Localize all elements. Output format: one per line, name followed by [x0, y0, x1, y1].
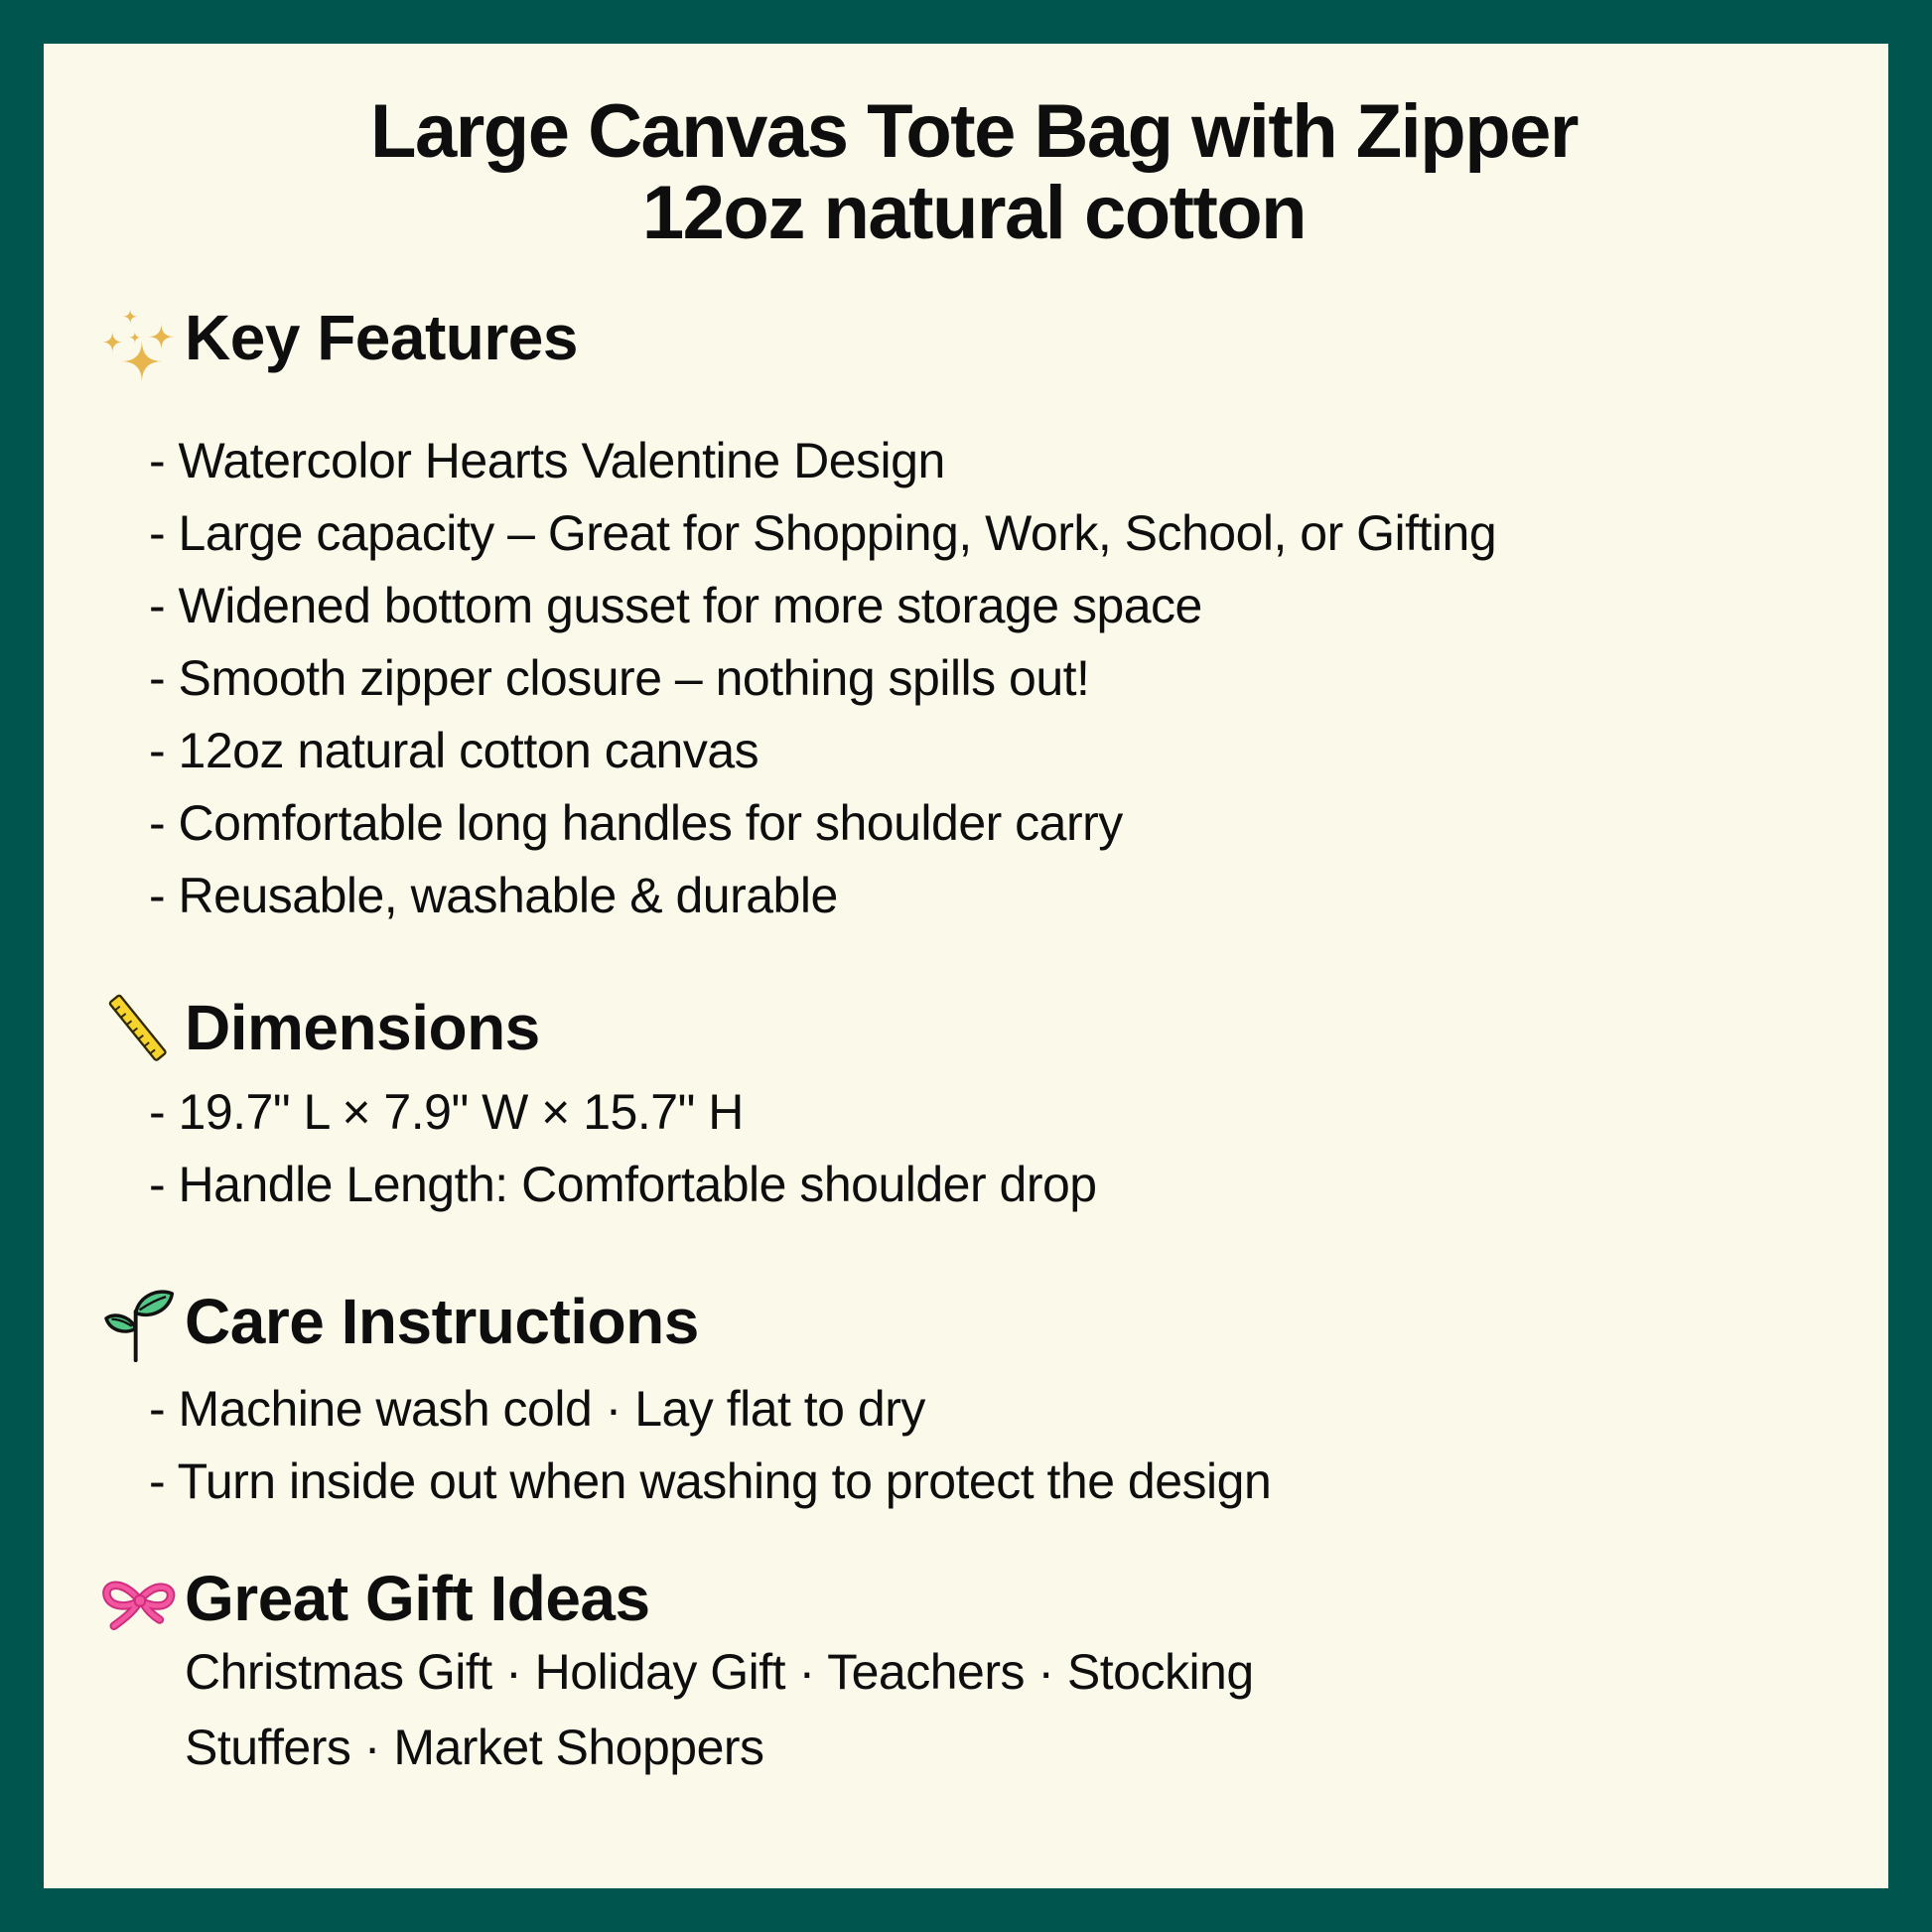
gift-ideas-text: [185, 1644, 1849, 1776]
page-title: [99, 91, 1849, 254]
list-item: - Large capacity – Great for Shopping, Work, School, or Gifting: [149, 505, 1497, 562]
care-heading-row: [99, 1277, 1849, 1366]
dimensions-heading-row: [99, 986, 1849, 1069]
product-info-card: [44, 44, 1888, 1888]
list-item: - Watercolor Hearts Valentine Design: [149, 433, 945, 489]
list-item: - Smooth zipper closure – nothing spills out!: [149, 650, 1090, 707]
list-item: - Handle Length: Comfortable shoulder drop: [149, 1157, 1097, 1213]
dimensions-list: [149, 1084, 1849, 1213]
key-features-heading: Key Features: [185, 302, 578, 374]
gift-line: Stuffers · Market Shoppers: [185, 1720, 764, 1776]
list-item: - Machine wash cold · Lay flat to dry: [149, 1381, 925, 1438]
title-line-2: 12oz natural cotton: [641, 171, 1307, 256]
section-gift-ideas: [99, 1562, 1849, 1776]
list-item: - 19.7" L × 7.9" W × 15.7" H: [149, 1084, 744, 1141]
section-key-features: [99, 294, 1849, 924]
list-item: - Comfortable long handles for shoulder carry: [149, 795, 1123, 852]
gift-heading: Great Gift Ideas: [185, 1563, 650, 1635]
list-item: - Reusable, washable & durable: [149, 868, 838, 924]
key-features-heading-row: [99, 294, 1849, 381]
list-item: - Widened bottom gusset for more storage space: [149, 578, 1202, 634]
care-list: [149, 1381, 1849, 1510]
gift-line: Christmas Gift · Holiday Gift · Teachers · Stocking: [185, 1644, 1254, 1701]
list-item: - Turn inside out when washing to protect the design: [149, 1453, 1272, 1510]
title-line-1: Large Canvas Tote Bag with Zipper: [370, 89, 1578, 174]
section-care-instructions: [99, 1277, 1849, 1510]
section-dimensions: [99, 986, 1849, 1213]
sparkles-icon: [99, 294, 177, 381]
dimensions-heading: Dimensions: [185, 992, 540, 1064]
gift-heading-row: [99, 1562, 1849, 1635]
ruler-icon: [99, 986, 177, 1069]
care-heading: Care Instructions: [185, 1286, 699, 1358]
seedling-icon: [99, 1277, 177, 1366]
bow-icon: [99, 1564, 177, 1633]
list-item: - 12oz natural cotton canvas: [149, 723, 759, 779]
key-features-list: [149, 433, 1849, 924]
